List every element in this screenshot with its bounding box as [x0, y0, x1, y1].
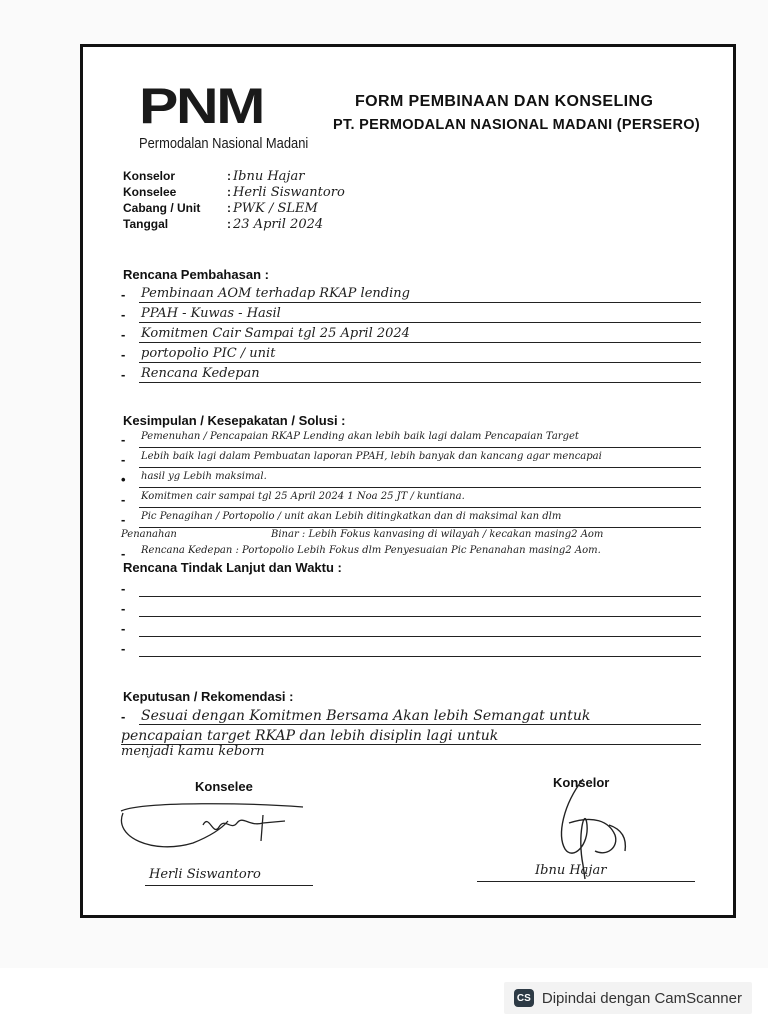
- camscanner-icon: CS: [514, 989, 534, 1007]
- kesimpulan-text: Penanahan: [121, 529, 177, 540]
- meta-value: PWK / SLEM: [233, 201, 318, 216]
- meta-value: Ibnu Hajar: [233, 169, 305, 184]
- kesimpulan-line: • hasil yg Lebih maksimal.: [121, 470, 701, 490]
- section-kesimpulan-title: Kesimpulan / Kesepakatan / Solusi :: [123, 413, 346, 428]
- rencana-pembahasan-line: - Komitmen Cair Sampai tgl 25 April 2024: [121, 325, 701, 345]
- kesimpulan-text: Binar : Lebih Fokus kanvasing di wilayah / kecakan masing2 Aom: [271, 529, 604, 540]
- konselee-name: Herli Siswantoro: [149, 867, 261, 882]
- kesimpulan-line: - Rencana Kedepan : Portopolio Lebih Fokus dlm Penyesuaian Pic Penanahan masing2 Aom.: [121, 545, 601, 561]
- keputusan-text: pencapaian target RKAP dan lebih disiplin lagi untuk: [121, 728, 499, 744]
- meta-value: 23 April 2024: [233, 217, 324, 232]
- rencana-pembahasan-line: - portopolio PIC / unit: [121, 345, 701, 365]
- kesimpulan-text: Pic Penagihan / Portopolio / unit akan Lebih ditingkatkan dan di maksimal kan dlm: [141, 511, 562, 522]
- kesimpulan-text: Lebih baik lagi dalam Pembuatan laporan PPAH, lebih banyak dan kancang agar mencapai: [141, 451, 602, 462]
- rencana-pembahasan-line: - PPAH - Kuwas - Hasil: [121, 305, 701, 325]
- rencana-tindak-lanjut-line: -: [121, 639, 701, 659]
- kesimpulan-text: Rencana Kedepan : Portopolio Lebih Fokus dlm Penyesuaian Pic Penanahan masing2 Aom.: [141, 545, 601, 556]
- meta-konselor: Konselor : Ibnu Hajar: [123, 169, 305, 184]
- meta-label: Konselor: [123, 169, 176, 183]
- logo-mark: PNM: [139, 78, 264, 134]
- rencana-tindak-lanjut-line: -: [121, 579, 701, 599]
- konselor-label: Konselor: [553, 775, 610, 790]
- meta-label: Tanggal: [123, 217, 169, 231]
- konselee-label: Konselee: [195, 779, 253, 794]
- konselor-signature-line: [477, 881, 695, 882]
- keputusan-text: menjadi kamu keborn: [121, 744, 265, 759]
- konselee-signature: [113, 797, 313, 867]
- rencana-pembahasan-text: portopolio PIC / unit: [141, 346, 276, 361]
- kesimpulan-text: hasil yg Lebih maksimal.: [141, 471, 267, 482]
- logo-subtitle: Permodalan Nasional Madani: [139, 135, 309, 152]
- kesimpulan-line: - Lebih baik lagi dalam Pembuatan laporan PPAH, lebih banyak dan kancang agar mencapai: [121, 450, 701, 470]
- meta-label: Cabang / Unit: [123, 201, 201, 215]
- keputusan-line: [121, 743, 701, 763]
- section-rencana-pembahasan-title: Rencana Pembahasan :: [123, 267, 269, 282]
- camscanner-footer: [504, 982, 752, 1014]
- rencana-pembahasan-line: - Pembinaan AOM terhadap RKAP lending: [121, 285, 701, 305]
- rencana-tindak-lanjut-line: -: [121, 599, 701, 619]
- section-keputusan-title: Keputusan / Rekomendasi :: [123, 689, 294, 704]
- rencana-pembahasan-text: Komitmen Cair Sampai tgl 25 April 2024: [141, 326, 410, 341]
- meta-tanggal: Tanggal : 23 April 2024: [123, 217, 324, 232]
- camscanner-text: Dipindai dengan CamScanner: [541, 989, 742, 1007]
- rencana-pembahasan-line: - Rencana Kedepan: [121, 365, 701, 385]
- rencana-pembahasan-text: Pembinaan AOM terhadap RKAP lending: [141, 286, 410, 301]
- pnm-logo: [139, 78, 309, 152]
- form-page: [80, 44, 736, 918]
- meta-cabang-unit: Cabang / Unit : PWK / SLEM: [123, 201, 318, 216]
- meta-label: Konselee: [123, 185, 177, 199]
- form-title: FORM PEMBINAAN DAN KONSELING: [355, 93, 654, 110]
- keputusan-line: - Sesuai dengan Komitmen Bersama Akan lebih Semangat untuk: [121, 707, 701, 727]
- konselor-name: Ibnu Hajar: [535, 863, 607, 878]
- meta-konselee: Konselee : Herli Siswantoro: [123, 185, 345, 200]
- rencana-tindak-lanjut-line: -: [121, 619, 701, 639]
- kesimpulan-text: Pemenuhan / Pencapaian RKAP Lending akan lebih baik lagi dalam Pencapaian Target: [141, 431, 579, 442]
- kesimpulan-text: Komitmen cair sampai tgl 25 April 2024 1 Noa 25 JT / kuntiana.: [141, 491, 465, 502]
- rencana-pembahasan-text: PPAH - Kuwas - Hasil: [141, 306, 281, 321]
- company-name: PT. PERMODALAN NASIONAL MADANI (PERSERO): [333, 117, 700, 133]
- kesimpulan-line: - Pic Penagihan / Portopolio / unit akan Lebih ditingkatkan dan di maksimal kan dlm: [121, 510, 701, 530]
- rencana-pembahasan-text: Rencana Kedepan: [141, 366, 260, 381]
- meta-value: Herli Siswantoro: [233, 185, 345, 200]
- keputusan-text: Sesuai dengan Komitmen Bersama Akan lebih Semangat untuk: [141, 708, 591, 724]
- kesimpulan-line: - Pemenuhan / Pencapaian RKAP Lending akan lebih baik lagi dalam Pencapaian Target: [121, 430, 701, 450]
- section-rencana-tindak-lanjut-title: Rencana Tindak Lanjut dan Waktu :: [123, 560, 342, 575]
- kesimpulan-line: - Komitmen cair sampai tgl 25 April 2024 1 Noa 25 JT / kuntiana.: [121, 490, 701, 510]
- konselee-signature-line: [145, 885, 313, 886]
